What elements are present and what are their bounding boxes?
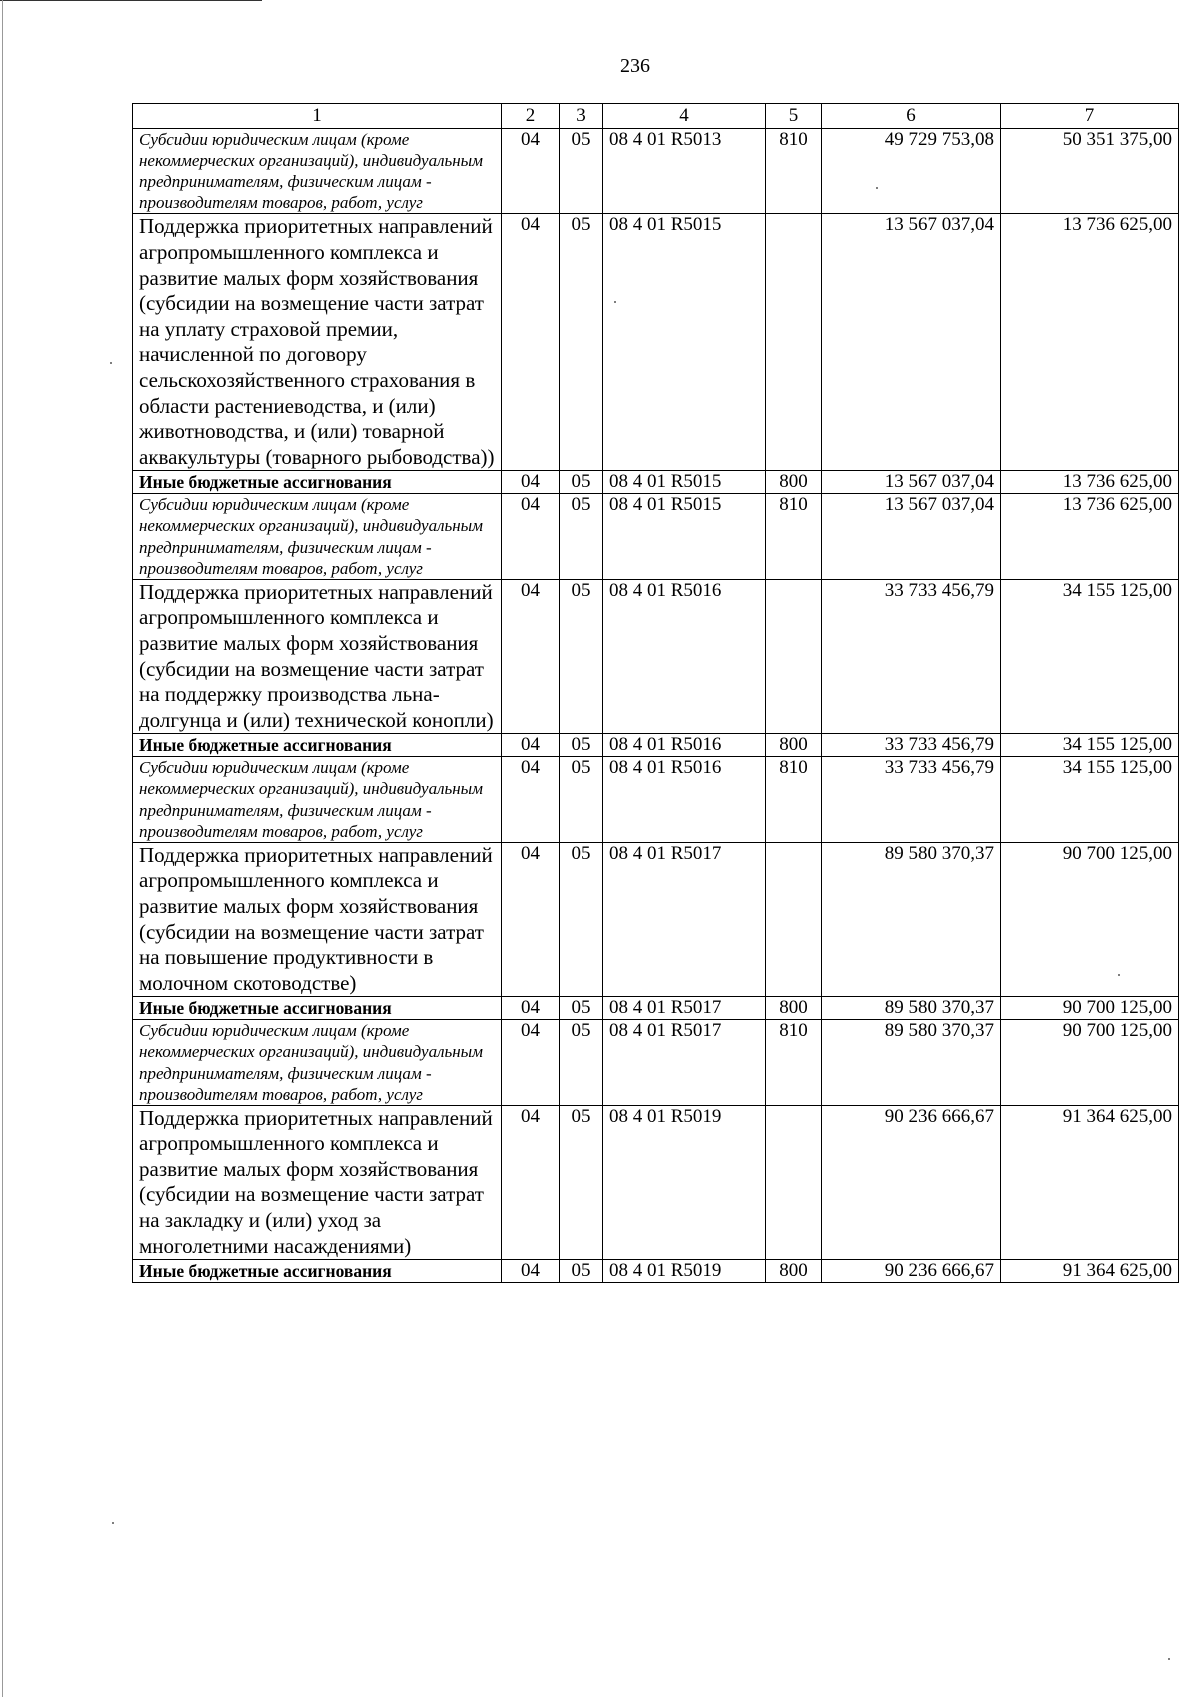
- row-subsection: 05: [560, 579, 603, 734]
- row-name: Поддержка приоритетных направлений агропромышленного комплекса и развитие малых форм хозяйствования (субсидии на возмещение части затрат на поддержку производства льна-долгунца и (или) технической конопли): [133, 579, 502, 734]
- table-row: [133, 214, 1179, 471]
- row-section: 04: [502, 1260, 560, 1283]
- row-code: 08 4 01 R5016: [603, 757, 766, 842]
- row-section: 04: [502, 734, 560, 757]
- row-amount-2: 90 700 125,00: [1001, 1020, 1179, 1105]
- row-subsection: 05: [560, 129, 603, 214]
- column-number: 1: [133, 104, 502, 129]
- row-amount-1: 33 733 456,79: [822, 579, 1001, 734]
- row-expense-type: 800: [766, 997, 822, 1020]
- row-amount-1: 90 236 666,67: [822, 1260, 1001, 1283]
- row-section: 04: [502, 214, 560, 471]
- row-section: 04: [502, 1020, 560, 1105]
- row-amount-2: 91 364 625,00: [1001, 1260, 1179, 1283]
- row-section: 04: [502, 494, 560, 579]
- row-code: 08 4 01 R5019: [603, 1260, 766, 1283]
- row-amount-1: 89 580 370,37: [822, 1020, 1001, 1105]
- row-amount-1: 33 733 456,79: [822, 757, 1001, 842]
- row-expense-type: 800: [766, 734, 822, 757]
- row-section: 04: [502, 997, 560, 1020]
- row-code: 08 4 01 R5015: [603, 214, 766, 471]
- row-amount-1: 13 567 037,04: [822, 494, 1001, 579]
- row-amount-2: 13 736 625,00: [1001, 494, 1179, 579]
- table-row: [133, 842, 1179, 997]
- scan-speck: [614, 301, 616, 303]
- row-code: 08 4 01 R5017: [603, 1020, 766, 1105]
- row-expense-type: 810: [766, 757, 822, 842]
- row-name: Поддержка приоритетных направлений агропромышленного комплекса и развитие малых форм хозяйствования (субсидии на возмещение части затрат на повышение продуктивности в молочном скотоводстве): [133, 842, 502, 997]
- row-name: Поддержка приоритетных направлений агропромышленного комплекса и развитие малых форм хозяйствования (субсидии на возмещение части затрат на закладку и (или) уход за многолетними насаждениями): [133, 1105, 502, 1260]
- row-code: 08 4 01 R5013: [603, 129, 766, 214]
- row-amount-2: 34 155 125,00: [1001, 734, 1179, 757]
- column-number: 6: [822, 104, 1001, 129]
- table-row: [133, 734, 1179, 757]
- row-subsection: 05: [560, 842, 603, 997]
- row-code: 08 4 01 R5016: [603, 579, 766, 734]
- row-expense-type: 800: [766, 471, 822, 494]
- row-section: 04: [502, 757, 560, 842]
- row-name: Субсидии юридическим лицам (кроме некоммерческих организаций), индивидуальным предпринимателям, физическим лицам - производителям товаров, работ, услуг: [133, 129, 502, 214]
- row-name: Субсидии юридическим лицам (кроме некоммерческих организаций), индивидуальным предпринимателям, физическим лицам - производителям товаров, работ, услуг: [133, 1020, 502, 1105]
- column-number: 2: [502, 104, 560, 129]
- scan-corner-line: [0, 0, 262, 1]
- scan-speck: [110, 362, 112, 364]
- table-row: [133, 471, 1179, 494]
- column-number: 3: [560, 104, 603, 129]
- row-amount-1: 49 729 753,08: [822, 129, 1001, 214]
- row-expense-type: 810: [766, 494, 822, 579]
- row-code: 08 4 01 R5017: [603, 842, 766, 997]
- row-expense-type: 810: [766, 129, 822, 214]
- row-name: Иные бюджетные ассигнования: [133, 997, 502, 1020]
- row-expense-type: [766, 1105, 822, 1260]
- row-expense-type: 800: [766, 1260, 822, 1283]
- row-subsection: 05: [560, 1020, 603, 1105]
- row-amount-2: 91 364 625,00: [1001, 1105, 1179, 1260]
- row-amount-1: 33 733 456,79: [822, 734, 1001, 757]
- row-expense-type: 810: [766, 1020, 822, 1105]
- row-section: 04: [502, 129, 560, 214]
- row-expense-type: [766, 842, 822, 997]
- table-row: [133, 1260, 1179, 1283]
- row-amount-1: 13 567 037,04: [822, 471, 1001, 494]
- row-name: Субсидии юридическим лицам (кроме некоммерческих организаций), индивидуальным предпринимателям, физическим лицам - производителям товаров, работ, услуг: [133, 494, 502, 579]
- column-number-row: [133, 104, 1179, 129]
- scan-speck: [112, 1522, 114, 1524]
- row-name: Субсидии юридическим лицам (кроме некоммерческих организаций), индивидуальным предпринимателям, физическим лицам - производителям товаров, работ, услуг: [133, 757, 502, 842]
- row-amount-2: 90 700 125,00: [1001, 997, 1179, 1020]
- table-row: [133, 129, 1179, 214]
- row-code: 08 4 01 R5019: [603, 1105, 766, 1260]
- row-expense-type: [766, 214, 822, 471]
- row-amount-1: 90 236 666,67: [822, 1105, 1001, 1260]
- table-row: [133, 579, 1179, 734]
- row-amount-1: 89 580 370,37: [822, 997, 1001, 1020]
- row-section: 04: [502, 579, 560, 734]
- scan-speck: [1118, 974, 1120, 976]
- row-amount-2: 13 736 625,00: [1001, 471, 1179, 494]
- scan-left-edge: [2, 0, 3, 1697]
- row-amount-2: 50 351 375,00: [1001, 129, 1179, 214]
- row-amount-2: 90 700 125,00: [1001, 842, 1179, 997]
- row-code: 08 4 01 R5016: [603, 734, 766, 757]
- row-section: 04: [502, 1105, 560, 1260]
- table-row: [133, 494, 1179, 579]
- row-code: 08 4 01 R5015: [603, 471, 766, 494]
- row-subsection: 05: [560, 471, 603, 494]
- table-row: [133, 1105, 1179, 1260]
- row-amount-2: 13 736 625,00: [1001, 214, 1179, 471]
- row-name: Иные бюджетные ассигнования: [133, 1260, 502, 1283]
- row-expense-type: [766, 579, 822, 734]
- row-code: 08 4 01 R5017: [603, 997, 766, 1020]
- row-subsection: 05: [560, 1260, 603, 1283]
- row-subsection: 05: [560, 494, 603, 579]
- row-section: 04: [502, 471, 560, 494]
- scan-speck: [1168, 1658, 1170, 1660]
- row-section: 04: [502, 842, 560, 997]
- row-amount-2: 34 155 125,00: [1001, 757, 1179, 842]
- budget-table: [132, 103, 1179, 1283]
- row-name: Иные бюджетные ассигнования: [133, 734, 502, 757]
- table-row: [133, 757, 1179, 842]
- row-name: Поддержка приоритетных направлений агропромышленного комплекса и развитие малых форм хозяйствования (субсидии на возмещение части затрат на уплату страховой премии, начисленной по договору сельскохозяйственного страхования в области растениеводства, и (или) животноводства, и (или) товарной аквакультуры (товарного рыбоводства)): [133, 214, 502, 471]
- row-subsection: 05: [560, 214, 603, 471]
- table-row: [133, 1020, 1179, 1105]
- row-subsection: 05: [560, 734, 603, 757]
- row-code: 08 4 01 R5015: [603, 494, 766, 579]
- column-number: 4: [603, 104, 766, 129]
- row-subsection: 05: [560, 1105, 603, 1260]
- row-amount-1: 89 580 370,37: [822, 842, 1001, 997]
- page-number: 236: [620, 55, 650, 77]
- row-subsection: 05: [560, 757, 603, 842]
- column-number: 7: [1001, 104, 1179, 129]
- row-subsection: 05: [560, 997, 603, 1020]
- row-amount-2: 34 155 125,00: [1001, 579, 1179, 734]
- row-name: Иные бюджетные ассигнования: [133, 471, 502, 494]
- column-number: 5: [766, 104, 822, 129]
- table-row: [133, 997, 1179, 1020]
- row-amount-1: 13 567 037,04: [822, 214, 1001, 471]
- scan-speck: [876, 187, 878, 189]
